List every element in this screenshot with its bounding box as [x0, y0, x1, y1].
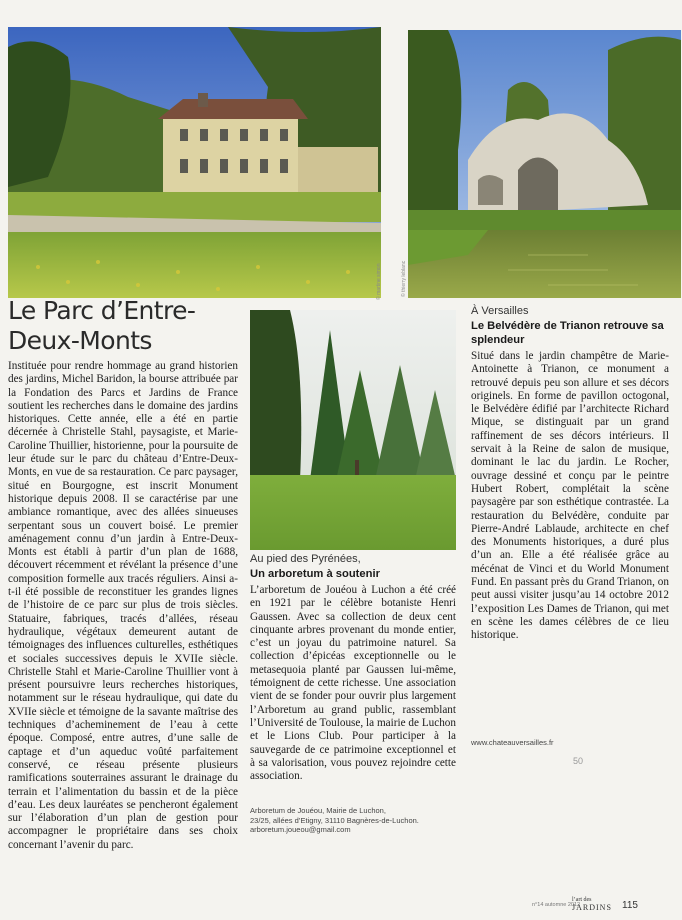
photo-credit-chateau: © martine simon: [376, 263, 382, 300]
versailles-subhead: Le Belvédère de Trianon retrouve sa splendeur: [471, 320, 664, 346]
versailles-website-link[interactable]: www.chateauversailles.fr: [471, 738, 554, 747]
stray-mark: 50: [573, 756, 584, 766]
contact-line-1: Arboretum de Jouéou, Mairie de Luchon,: [250, 806, 386, 815]
contact-email[interactable]: arboretum.joueou@gmail.com: [250, 825, 351, 834]
page-number: 115: [622, 900, 638, 911]
arboretum-kicker: Au pied des Pyrénées,: [250, 553, 361, 565]
rocher-photo: [408, 30, 681, 298]
arboretum-contact: [250, 806, 460, 835]
article-body-arboretum: L’arboretum de Jouéou à Luchon a été créé en 1921 par le célèbre botaniste Henri Gaussen. Avec sa collection de deux cent cinquante arbres provenant du monde entier, c’est un joyau du patrimoine naturel. Sa collection d’épicéas exceptionnelle ou le metasequoia planté par Gaussen lui-même, témoignent de cette richesse. Une association vient de se fonder pour ouvrir plus largement l’Arboretum au grand public, rassemblant l’Université de Toulouse, la mairie de Luchon et le Lions Club. Pour participer à la sauvegarde de ce patrimoine exceptionnel et à sa valorisation, vous pouvez rejoindre cette association.: [250, 584, 456, 783]
magazine-brand: [572, 896, 612, 912]
article-body-entre-deux-monts: Instituée pour rendre hommage au grand historien des jardins, Michel Baridon, la bourse attribuée par la Fondation des Parcs et Jardins de France soutient les recherches dans le domaine des jardins historiques. Cette année, elle a été en partie décernée à Christelle Stahl, paysagiste, et Marie-Caroline Thuillier, historienne, pour la poursuite de leur étude sur le parc du château d’Entre-Deux-Monts, en vue de sa restauration. Ce parc paysager, situé en Bourgogne, est inscrit Monument historique depuis 2008. Il se caractérise par une ambiance romantique, avec des allées sinueuses serpentant sous un couvert boisé. Le premier aménagement connu d’un jardin à Entre-Deux-Monts est établi à partir d’un plan de 1688, découvert récemment et révélant la présence d’une composition formelle aux tracés réguliers. Ainsi a-t-il été possible de reconstituer les grandes lignes de l’histoire de ce parc sur plus de trois siècles. Statuaire, fabriques, tracés d’allées, réseau hydraulique, végétaux demeurent autant de témoignages des influences culturelles, esthétiques et sociales successives depuis le XVIIe siècle. Christelle Stahl et Marie-Caroline Thuillier vont à présent poursuivre leurs recherches historiques, notamment sur le réseau hydraulique, qui date du XVIIe siècle et témoigne de la savante maîtrise des techniques d’acheminement de l’eau à cette époque. Composé, entre autres, d’une salle de captage et d’un aqueduc voûté parfaitement conservé, ce réseau présente plusieurs ramifications souterraines assurant le drainage du terrain et l’alimentation du bassin et de la pièce d’eau. Les deux lauréates se pencheront également sur l’élaboration d’un plan de gestion pour accompagner le propriétaire dans ses choix concernant l’avenir du parc.: [8, 360, 238, 851]
versailles-kicker: À Versailles: [471, 305, 529, 317]
arboretum-photo: [250, 310, 456, 550]
brand-top: l’art des: [572, 897, 592, 903]
issue-label: n°14 automne 2012: [532, 902, 581, 908]
arboretum-subhead: Un arboretum à soutenir: [250, 568, 380, 580]
article-body-versailles: Situé dans le jardin champêtre de Marie-Antoinette à Trianon, ce monument a retrouvé depuis peu son allure et ses décors originels. En forme de pavillon octogonal, le Belvédère édifié par l’architecte Richard Mique, se distinguait par un grand raffinement de ses décors intérieurs. Il servait à la Reine de salon de musique, dominant le lac du jardin. Le Rocher, ouvrage dessiné et conçu par le peintre Hubert Robert, complétait la scène paysagère par son esthétique contrastée. La restauration du Belvédère, conduite par Pierre-André Lablaude, architecte en chef des Monuments historiques, a duré plus d’un an. Elle a été réalisée grâce au mécénat de Vinci et du World Monument Fund. En passant près du Grand Trianon, on peut aussi visiter jusqu’au 14 octobre 2012 l’exposition Les Dames de Trianon, qui met en scène les dames célèbres de ce lieu historique.: [471, 350, 669, 642]
article-title: Le Parc d’Entre-Deux-Monts: [8, 296, 196, 355]
chateau-photo: [8, 27, 381, 298]
photo-credit-rocher: © thierry leblanc: [401, 260, 407, 297]
brand-bottom: JARDINS: [572, 903, 612, 912]
contact-line-2: 23/25, allées d’Etigny, 31110 Bagnères-de-Luchon.: [250, 815, 419, 825]
